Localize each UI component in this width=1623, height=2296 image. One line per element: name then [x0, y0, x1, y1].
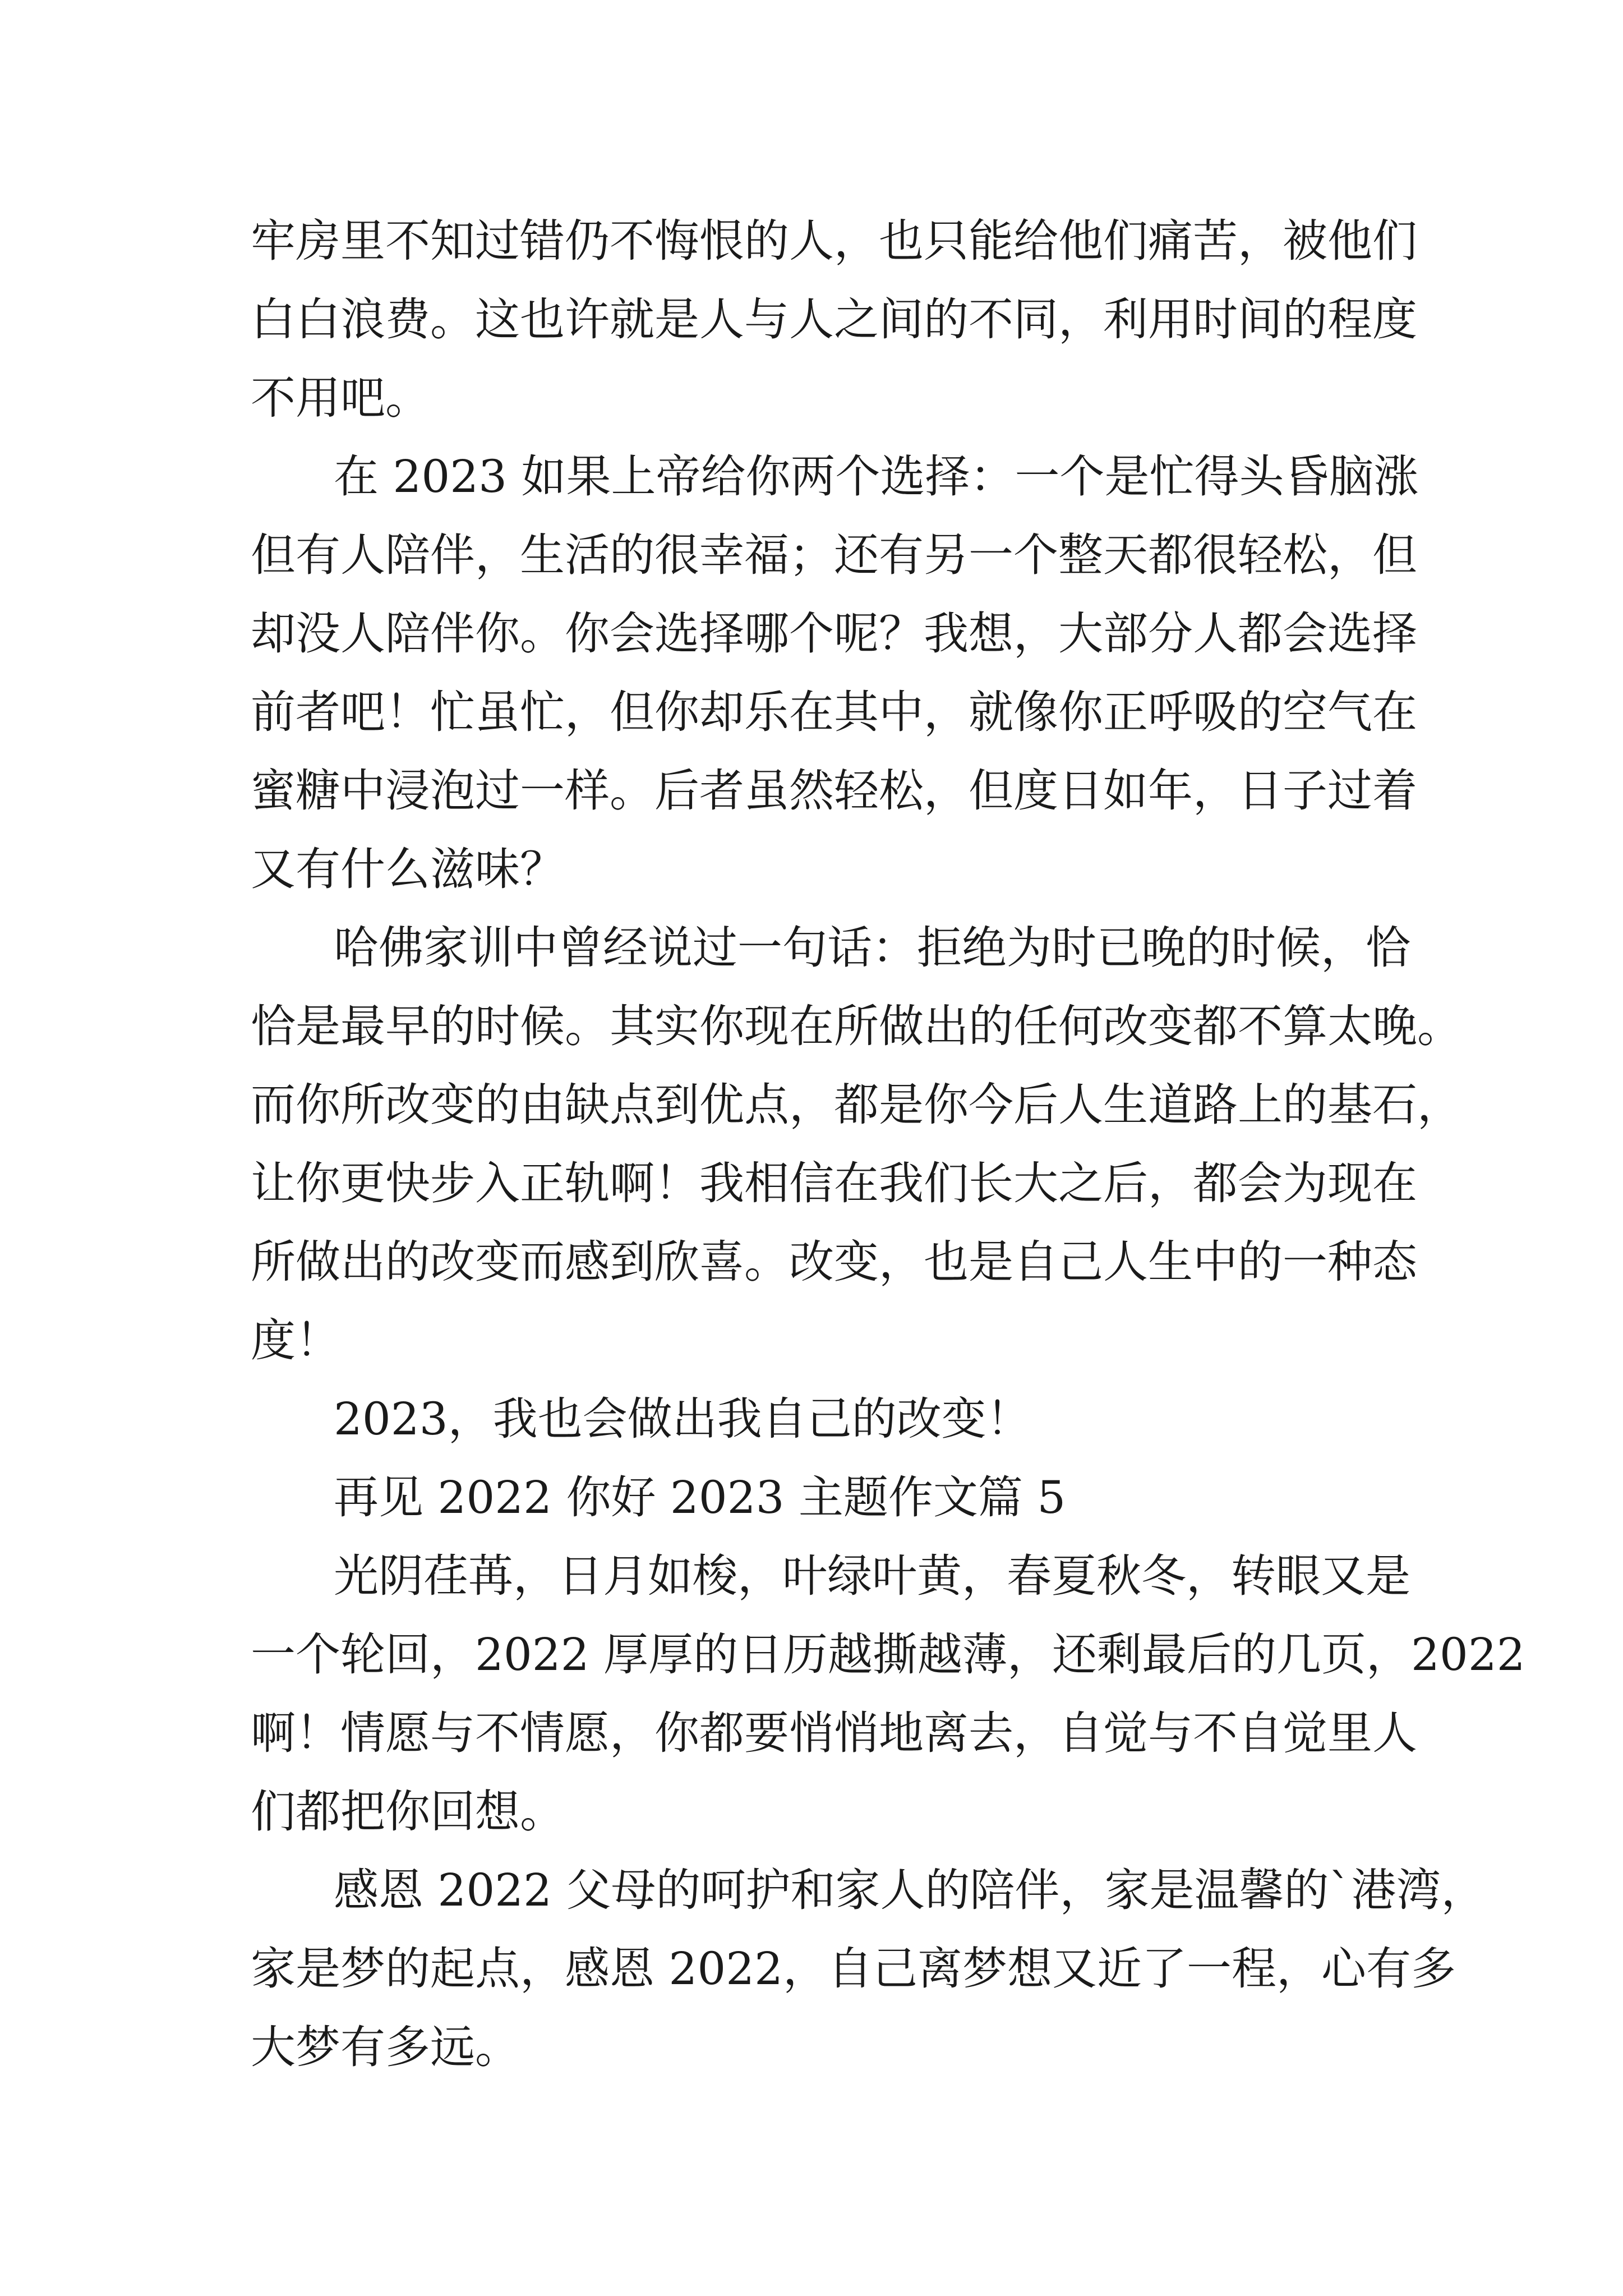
text-line: 前者吧！忙虽忙，但你却乐在其中，就像你正呼吸的空气在	[251, 686, 1417, 738]
text-line: 蜜糖中浸泡过一样。后者虽然轻松，但度日如年，日子过着	[251, 765, 1417, 817]
section-heading: 再见 2022 你好 2023 主题作文篇 5	[334, 1471, 1066, 1524]
paragraph-first-line: 哈佛家训中曾经说过一句话：拒绝为时已晚的时候，恰	[334, 922, 1410, 974]
text-line: 但有人陪伴，生活的很幸福；还有另一个整天都很轻松，但	[251, 529, 1417, 581]
text-line: 度！	[251, 1314, 340, 1366]
text-line: 白白浪费。这也许就是人与人之间的不同，利用时间的程度	[251, 293, 1417, 346]
text-line: 而你所改变的由缺点到优点，都是你今后人生道路上的基石，	[251, 1079, 1462, 1131]
paragraph-first-line: 在 2023 如果上帝给你两个选择：一个是忙得头昏脑涨	[334, 450, 1419, 503]
text-line: 所做出的改变而感到欣喜。改变，也是自己人生中的一种态	[251, 1236, 1417, 1288]
text-line: 又有什么滋味？	[251, 843, 565, 895]
paragraph-first-line: 感恩 2022 父母的呵护和家人的陪伴，家是温馨的`港湾，	[334, 1864, 1486, 1916]
text-line: 牢房里不知过错仍不悔恨的人，也只能给他们痛苦，被他们	[251, 215, 1417, 267]
text-line: 们都把你回想。	[251, 1786, 565, 1838]
text-line: 恰是最早的时候。其实你现在所做出的任何改变都不算太晚。	[251, 1000, 1462, 1052]
text-line: 家是梦的起点，感恩 2022，自己离梦想又近了一程，心有多	[251, 1943, 1456, 1995]
text-line: 大梦有多远。	[251, 2021, 520, 2073]
text-line: 让你更快步入正轨啊！我相信在我们长大之后，都会为现在	[251, 1157, 1417, 1209]
text-line: 啊！情愿与不情愿，你都要悄悄地离去，自觉与不自觉里人	[251, 1707, 1417, 1759]
paragraph-first-line: 光阴荏苒，日月如梭，叶绿叶黄，春夏秋冬，转眼又是	[334, 1550, 1410, 1602]
text-line: 一个轮回，2022 厚厚的日历越撕越薄，还剩最后的几页，2022	[251, 1628, 1525, 1681]
paragraph-first-line: 2023，我也会做出我自己的改变！	[334, 1393, 1031, 1445]
text-line: 不用吧。	[251, 372, 430, 424]
text-line: 却没人陪伴你。你会选择哪个呢？我想，大部分人都会选择	[251, 608, 1417, 660]
